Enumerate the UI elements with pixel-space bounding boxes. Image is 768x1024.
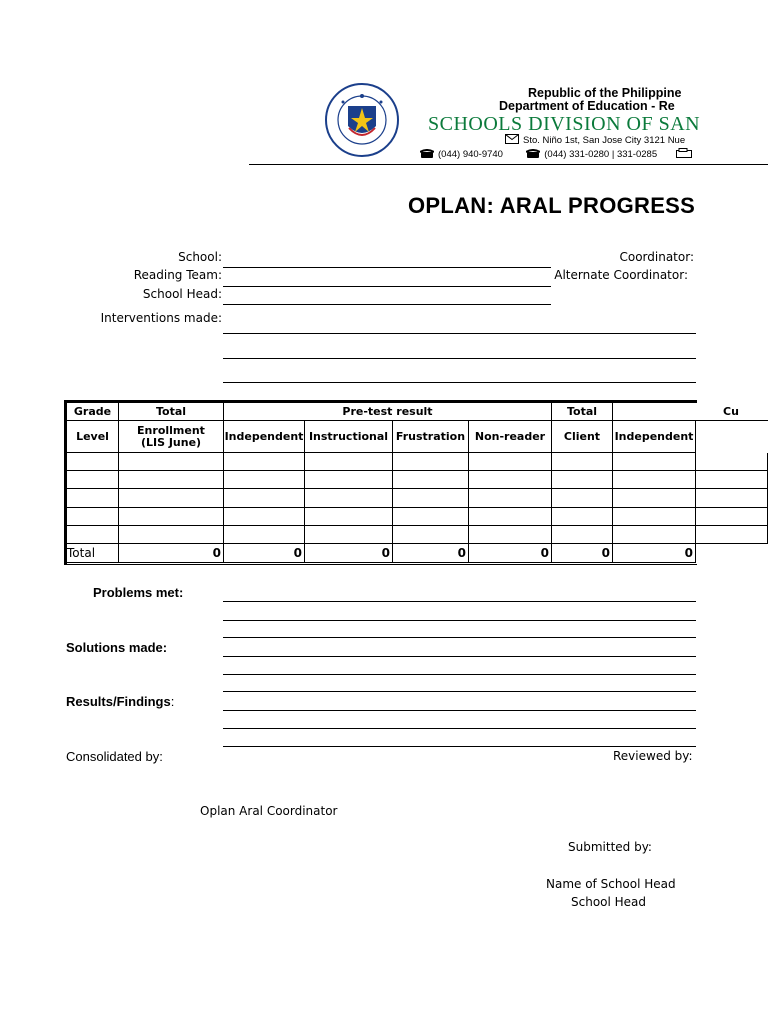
- division-name: SCHOOLS DIVISION OF SAN: [428, 113, 701, 135]
- header-pretest: Pre-test result: [224, 403, 552, 421]
- problems-field-2[interactable]: [223, 620, 696, 621]
- table-cell[interactable]: [224, 508, 305, 526]
- solutions-label: Solutions made:: [66, 640, 168, 655]
- phone1-text: (044) 940-9740: [438, 149, 503, 161]
- total-instructional: 0: [305, 544, 393, 563]
- header-nonreader: Non-reader: [469, 421, 552, 453]
- header-level: Level: [67, 421, 119, 453]
- table-cell[interactable]: [224, 453, 305, 471]
- results-label: [66, 694, 174, 709]
- telephone-icon: [420, 149, 434, 161]
- school-head-label: School Head:: [142, 287, 222, 301]
- table-cell[interactable]: [305, 489, 393, 508]
- header-enrollment: Enrollment (LIS June): [119, 421, 224, 453]
- total-enrollment: 0: [119, 544, 224, 563]
- table-cell[interactable]: [67, 508, 119, 526]
- table-cell[interactable]: [696, 453, 768, 471]
- coordinator-label: Coordinator:: [619, 250, 694, 264]
- table-cell[interactable]: [305, 526, 393, 544]
- table-cell[interactable]: [469, 508, 552, 526]
- table-cell[interactable]: [469, 471, 552, 489]
- consolidated-by-label: Consolidated by:: [66, 749, 163, 764]
- results-label-text: Results/Findings: [66, 694, 171, 709]
- header-total: Total: [119, 403, 224, 421]
- table-cell[interactable]: [696, 471, 768, 489]
- deped-seal-icon: [313, 82, 411, 158]
- header-client: Client: [552, 421, 613, 453]
- results-field-2[interactable]: [223, 710, 696, 711]
- republic-line: Republic of the Philippine: [528, 86, 682, 100]
- header-total-2: Total: [552, 403, 613, 421]
- table-cell[interactable]: [469, 526, 552, 544]
- interventions-field-3[interactable]: [223, 382, 696, 383]
- interventions-field-2[interactable]: [223, 358, 696, 359]
- table-cell[interactable]: [119, 453, 224, 471]
- table-cell[interactable]: [393, 471, 469, 489]
- table-cell[interactable]: [552, 489, 613, 508]
- table-cell[interactable]: [305, 453, 393, 471]
- table-cell[interactable]: [552, 526, 613, 544]
- header-cu-text: Cu: [723, 405, 739, 418]
- page-title: OPLAN: ARAL PROGRESS: [408, 193, 696, 218]
- table-cell[interactable]: [67, 526, 119, 544]
- total-independent-2: 0: [613, 544, 696, 563]
- table-cell[interactable]: [613, 489, 696, 508]
- table-cell[interactable]: [119, 526, 224, 544]
- table-cell[interactable]: [696, 489, 768, 508]
- interventions-label: Interventions made:: [100, 311, 222, 325]
- submitted-by-label: Submitted by:: [568, 840, 652, 854]
- school-field[interactable]: [223, 267, 551, 268]
- table-cell[interactable]: [552, 508, 613, 526]
- interventions-field-1[interactable]: [223, 333, 696, 334]
- header-cu: [613, 403, 768, 421]
- total-client: 0: [552, 544, 613, 563]
- telephone-icon-2: [526, 149, 540, 161]
- solutions-field-2[interactable]: [223, 656, 696, 657]
- header-independent-2: Independent: [613, 421, 696, 453]
- table-cell[interactable]: [393, 489, 469, 508]
- table-cell[interactable]: [119, 471, 224, 489]
- total-label: Total: [67, 544, 119, 563]
- reviewed-by-label: Reviewed by:: [613, 749, 693, 763]
- table-cell[interactable]: [696, 526, 768, 544]
- alternate-coordinator-label: Alternate Coordinator:: [554, 268, 688, 282]
- table-cell[interactable]: [119, 489, 224, 508]
- total-nonreader: 0: [469, 544, 552, 563]
- table-cell[interactable]: [305, 508, 393, 526]
- problems-field-1[interactable]: [223, 601, 696, 602]
- coordinator-title: Oplan Aral Coordinator: [200, 804, 338, 818]
- envelope-icon: [505, 134, 519, 147]
- table-cell[interactable]: [224, 471, 305, 489]
- department-line: Department of Education - Re: [499, 99, 675, 113]
- school-label: School:: [178, 250, 222, 264]
- reading-team-label: Reading Team:: [133, 268, 222, 282]
- total-frustration: 0: [393, 544, 469, 563]
- table-cell[interactable]: [613, 526, 696, 544]
- address-line: [505, 134, 685, 147]
- fax-icon: [676, 148, 692, 161]
- header-independent: Independent: [224, 421, 305, 453]
- results-field-1[interactable]: [223, 691, 696, 692]
- table-cell[interactable]: [696, 508, 768, 526]
- letterhead-divider: [249, 164, 768, 165]
- solutions-field-1[interactable]: [223, 637, 696, 638]
- solutions-field-3[interactable]: [223, 674, 696, 675]
- table-cell[interactable]: [67, 471, 119, 489]
- school-head-title: School Head: [571, 895, 647, 909]
- table-cell[interactable]: [119, 508, 224, 526]
- table-cell[interactable]: [469, 489, 552, 508]
- table-cell[interactable]: [469, 453, 552, 471]
- address-text: Sto. Niño 1st, San Jose City 3121 Nue: [523, 135, 686, 147]
- results-label-colon: :: [170, 694, 175, 709]
- table-cell[interactable]: [67, 453, 119, 471]
- header-frustration: Frustration: [393, 421, 469, 453]
- header-grade: Grade: [67, 403, 119, 421]
- results-field-4[interactable]: [223, 746, 696, 747]
- table-cell[interactable]: [552, 471, 613, 489]
- progress-table: [64, 400, 768, 565]
- table-cell[interactable]: [613, 471, 696, 489]
- table-cell[interactable]: [552, 453, 613, 471]
- table-cell[interactable]: [305, 471, 393, 489]
- results-field-3[interactable]: [223, 728, 696, 729]
- table-cell[interactable]: [393, 453, 469, 471]
- phone-line: [420, 148, 696, 161]
- table-cell[interactable]: [67, 489, 119, 508]
- reading-team-field[interactable]: [223, 286, 551, 287]
- total-independent: 0: [224, 544, 305, 563]
- school-head-field[interactable]: [223, 304, 551, 305]
- table-cell[interactable]: [224, 489, 305, 508]
- table-cell[interactable]: [613, 453, 696, 471]
- header-instructional: Instructional: [305, 421, 393, 453]
- table-cell[interactable]: [393, 508, 469, 526]
- table-cell[interactable]: [393, 526, 469, 544]
- problems-label: Problems met:: [93, 585, 184, 600]
- table-cell[interactable]: [224, 526, 305, 544]
- table-cell[interactable]: [613, 508, 696, 526]
- phone2-text: (044) 331-0280 | 331-0285: [544, 149, 658, 161]
- school-head-name: Name of School Head: [546, 877, 676, 891]
